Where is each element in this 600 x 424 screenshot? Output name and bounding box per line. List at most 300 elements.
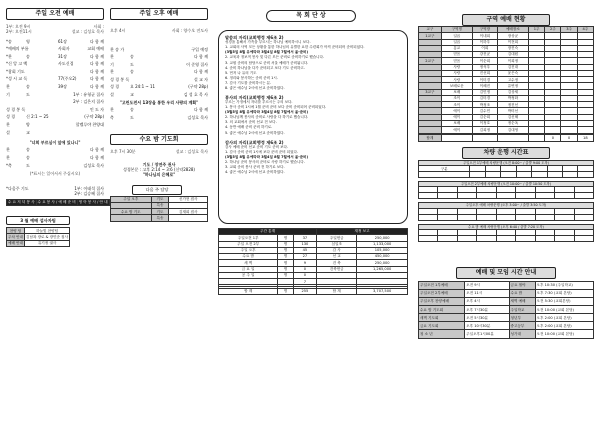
- stats-cell: 3,707,500: [357, 288, 408, 294]
- worship-cell: 오전 9시: [465, 282, 509, 290]
- stats-cell: 명: [278, 247, 293, 253]
- district-cell: 이희정: [497, 58, 528, 64]
- afternoon-item: 성 경: [110, 84, 119, 90]
- afternoon-item-2: 송: [130, 69, 134, 75]
- district-cell: 보배: [441, 120, 472, 126]
- morning-item: *축: [6, 162, 12, 168]
- afternoon-item: 성 경 봉 독: [110, 76, 130, 82]
- afternoon-person: 설 교 자: [193, 76, 208, 82]
- district-head-cell: 구역명: [441, 27, 472, 33]
- district-cell: [441, 135, 472, 141]
- morning-order: [6, 39, 104, 168]
- morning-person: 다 함 께: [89, 61, 104, 67]
- vehicle-table: [418, 208, 594, 221]
- district-cell: 이희: [472, 45, 497, 51]
- afternoon-title: 주일 오후 예배: [110, 8, 208, 20]
- stats-cell: 1,133,000: [357, 241, 408, 247]
- vehicle-cell: [477, 214, 496, 220]
- district-cell: 0: [561, 135, 577, 141]
- table-cell: 김재희 집사: [169, 209, 208, 215]
- morning-item: 기: [6, 91, 10, 97]
- afternoon-item: 찬: [110, 69, 114, 75]
- section-line: (3월5일 8월 유에따라 3월4일 8월 7월에서 올-준비): [225, 154, 309, 159]
- worship-cell: 청 소 년: [419, 330, 465, 338]
- morning-note: (*표시는 일어서서 주십시오): [29, 170, 81, 176]
- morning-row: [6, 163, 104, 168]
- stats-cell: 명: [278, 272, 293, 278]
- vehicle-cell: [419, 235, 438, 241]
- afternoon-row: [110, 115, 208, 120]
- worship-table: [418, 281, 594, 339]
- morning-value: [40, 147, 58, 152]
- district-head-cell: 2주: [545, 27, 561, 33]
- table-row: [7, 234, 70, 240]
- afternoon-row: [110, 77, 208, 82]
- morning-value: [40, 99, 58, 104]
- table-cell: 예배 안내: [8, 241, 24, 246]
- morning-item-2: 송: [26, 53, 30, 59]
- afternoon-value: [144, 54, 162, 59]
- morning-value: [40, 114, 58, 119]
- section-line: 7. 감사 기도를 준비하시는 분.: [225, 80, 272, 85]
- section-line: 1. 감사 준비 준비 1시에 보다 준비 준비 되었다.: [225, 149, 299, 154]
- vehicle-cell: [457, 235, 476, 241]
- vehicle-cell: [516, 214, 535, 220]
- district-cell: 에이: [441, 114, 472, 120]
- stats-row: [219, 288, 408, 294]
- afternoon-item-2: 도: [130, 61, 134, 67]
- vehicle-cell: [516, 235, 535, 241]
- vehicle-cell: [535, 235, 554, 241]
- stats-cell: 250,000: [357, 260, 408, 266]
- worship-cell: 주일학교: [509, 306, 535, 314]
- worship-cell: 수요 밤 기도회: [419, 306, 465, 314]
- morning-item: 설: [6, 129, 10, 135]
- morning-person: 2부 : 김은지 집사: [73, 99, 104, 105]
- worship-cell: 수요 밤: [509, 290, 535, 298]
- morning-row: [6, 107, 104, 112]
- district-cell: 믿음: [441, 58, 472, 64]
- table-cell: 유기정 권사: [25, 240, 70, 246]
- center-title: 목 회 단 상: [266, 10, 356, 22]
- morning-person: 교회 예배: [87, 46, 104, 52]
- worship-cell: 오후 10시30분: [465, 322, 509, 330]
- afternoon-person: 이 준영 집사: [186, 61, 208, 67]
- morning-row: *성 시 교 독 77(주오2) 다 함 께: [6, 76, 104, 82]
- worship-cell: 오전 5:30 (교회본당): [535, 298, 593, 306]
- vehicle-cell: [457, 214, 476, 220]
- district-cell: 이하우: [472, 39, 497, 45]
- vehicle-cell: [574, 235, 594, 241]
- district-cell: 일곱: [441, 33, 472, 39]
- section-line: 6. 정리와 봉사하는 준비 준비 1시.: [225, 75, 278, 80]
- stats-cell: 주일 오후: [219, 247, 278, 253]
- district-cell: 이내희: [472, 33, 497, 39]
- district-cell: 김수민: [472, 108, 497, 114]
- morning-item: *찬: [6, 53, 12, 59]
- morning-item: 찬: [6, 147, 10, 153]
- worship-cell: 오후 7시30분: [465, 306, 509, 314]
- stats-cell: 감 사: [317, 247, 357, 253]
- worship-cell: 오전 10:00 (교회 본당): [535, 330, 593, 338]
- table-cell: 수요 밤 기도: [111, 209, 152, 215]
- stats-cell: 새 벽: [219, 260, 278, 266]
- table-cell: 김남복 장로 & 장민준 집사: [26, 234, 69, 239]
- morning-item-2: 영: [26, 38, 30, 44]
- morning-item: 찬: [6, 155, 10, 160]
- district-cell: 정순옥: [497, 120, 528, 126]
- morning-item-2: 신 2:1 ~ 25: [26, 114, 49, 120]
- district-table: [418, 26, 594, 142]
- stats-cell: 십일조: [317, 241, 357, 247]
- afternoon-value: [144, 84, 162, 89]
- morning-value: [40, 92, 58, 97]
- section-line: 부르는 가정에서 자녀를 부르시는 주의 보다.: [225, 100, 293, 105]
- morning-row: [6, 69, 104, 74]
- stats-h2: 재정 보고: [317, 229, 408, 235]
- worship-cell: 금요 기도회: [419, 322, 465, 330]
- district-cell: 김미경: [472, 95, 497, 101]
- worship-title: 예배 및 모임 시간 안내: [456, 267, 556, 279]
- table-cell: 특송: [151, 215, 169, 221]
- worship-row: [419, 322, 594, 330]
- afternoon-person: 다 함 께: [193, 107, 208, 113]
- afternoon-person: (구약 28p): [188, 84, 208, 90]
- stats-cell: 명: [278, 260, 293, 266]
- afternoon-value: [144, 47, 162, 52]
- vehicle-cell: [555, 235, 574, 241]
- afternoon-person: 다 함 께: [193, 54, 208, 60]
- stats-cell: 1,265,000: [357, 266, 408, 272]
- afternoon-item: 찬: [110, 54, 114, 60]
- table-cell: 신가현 집사: [169, 196, 208, 202]
- morning-row: *송 영 61장 다 함 께: [6, 38, 104, 44]
- service-table: [6, 227, 70, 247]
- table-cell: 주일 오후: [111, 196, 152, 202]
- morning-row: [6, 122, 104, 127]
- morning-item: 찬: [6, 84, 10, 90]
- stats-cell: 명: [278, 288, 293, 294]
- district-cell: 에이: [441, 108, 472, 114]
- worship-cell: 오후 2:00 (교회 본당): [535, 314, 593, 322]
- district-cell: 정진선: [497, 102, 528, 108]
- stats-cell: 9: [293, 260, 316, 266]
- stats-h1: 주간 통계: [219, 229, 317, 235]
- district-cell: 2교구: [419, 58, 442, 64]
- morning-item: *참회 기도: [6, 68, 25, 74]
- morning-person: 다 함 께: [89, 53, 104, 59]
- stats-cell: 수요 밤: [219, 254, 278, 260]
- worship-cell: 청년부: [509, 314, 535, 322]
- worship-cell: 오후 4시: [465, 298, 509, 306]
- stats-cell: 주일오전 1부: [219, 235, 278, 241]
- district-cell: 박정화: [497, 95, 528, 101]
- district-cell: 이혜진: [472, 83, 497, 89]
- district-cell: 진선희: [472, 70, 497, 76]
- stats-cell: 7: [293, 279, 316, 285]
- district-cell: 윤은숙: [497, 70, 528, 76]
- afternoon-item: 축: [110, 114, 114, 120]
- section-title: 감사의 자리(교회행정 제6조 2): [225, 139, 284, 145]
- vehicle-cell: [555, 193, 574, 199]
- vehicle-cell: [438, 214, 457, 220]
- worship-row: [419, 282, 594, 290]
- morning-item-2: [26, 107, 40, 112]
- section-line: 5. 좋은 예수님 2시에 선교 준비하였다.: [225, 130, 285, 135]
- afternoon-row: [110, 69, 208, 74]
- district-cell: 유연정: [497, 83, 528, 89]
- table-cell: 하늘빛 찬양팀: [25, 228, 70, 234]
- afternoon-item-2: 송: [130, 107, 134, 113]
- morning-next-2: 2부: 김승혜 집사: [74, 190, 104, 196]
- morning-item-2: [26, 69, 40, 74]
- section-title: 말씀의 자리(교회행정 제6조 2): [225, 35, 284, 40]
- panel-right: [414, 0, 596, 424]
- afternoon-item-2: 요 24:1 ~ 11: [130, 84, 156, 90]
- morning-row: [6, 155, 104, 160]
- district-cell: 사랑: [441, 70, 472, 76]
- stats-cell: 합 계: [317, 288, 357, 294]
- morning-item-2: 교: [26, 129, 30, 135]
- weekly-stats: [218, 228, 408, 295]
- vehicle-cell: [470, 172, 485, 178]
- afternoon-row: [110, 62, 208, 67]
- afternoon-value: [144, 115, 162, 120]
- morning-row: 찬 송 39장 다 함 께: [6, 84, 104, 90]
- afternoon-person: 다 함 께: [193, 69, 208, 75]
- section-line: 4. 좋은 예수님 2시에 선교 준비하였다.: [225, 170, 285, 175]
- morning-item-2: 양: [26, 122, 30, 128]
- worship-row: [419, 290, 594, 298]
- worship-cell: 성가대: [509, 330, 535, 338]
- morning-row: [6, 147, 104, 152]
- afternoon-row: [110, 100, 208, 105]
- service-title: 3 월 예배 섬사자팀: [6, 216, 70, 225]
- vehicle-cell: [555, 214, 574, 220]
- stats-cell: 0: [293, 266, 316, 272]
- stats-cell: 37: [293, 235, 316, 241]
- vehicle-row: [419, 214, 594, 220]
- district-cell: 조이: [441, 102, 472, 108]
- vehicle-cell: [477, 193, 496, 199]
- district-head-cell: 구역장: [472, 27, 497, 33]
- morning-value: [40, 130, 58, 135]
- vehicle-cell: [496, 235, 515, 241]
- district-cell: 이전희: [497, 39, 528, 45]
- district-cell: 정석우: [472, 64, 497, 70]
- vehicle-cell: 구분: [419, 166, 470, 172]
- morning-person: (구약 28p): [84, 114, 104, 120]
- morning-meta-3: 사회 :: [93, 23, 104, 29]
- wednesday-meta-1: 오후 7시 30분: [110, 149, 136, 155]
- district-cell: 믿음: [441, 52, 472, 58]
- district-head-cell: 3주: [561, 27, 577, 33]
- morning-value: [40, 76, 58, 81]
- morning-item: 찬: [6, 122, 10, 128]
- morning-item: *성 시 교 독: [6, 76, 28, 82]
- section-line: 4. 준비 하나님을 다가 준비되고 보다 기도 준비하고.: [225, 65, 305, 70]
- afternoon-item: 찬: [110, 107, 114, 113]
- afternoon-quote: "고린도전서 13장을 통한 우리 사랑의 계획": [119, 99, 199, 105]
- vehicle-cell: [547, 172, 562, 178]
- section-line: (3월5일 8월 유에따라 3월4일 8월 7월에서 올-준비): [225, 50, 309, 55]
- stats-cell: 건축헌금: [317, 266, 357, 272]
- table-cell: 기도: [151, 209, 169, 215]
- table-row: [111, 215, 208, 221]
- vehicle-cell: [574, 214, 594, 220]
- morning-person: 다 함 께: [89, 147, 104, 153]
- morning-row: [6, 140, 104, 145]
- district-cell: 김신혜: [497, 114, 528, 120]
- worship-cell: 금요 철야: [509, 282, 535, 290]
- stats-cell: 명: [278, 266, 293, 272]
- morning-person: 다 함 께: [89, 38, 104, 44]
- table-row: [111, 209, 208, 215]
- morning-person: 다 함 께: [89, 68, 104, 74]
- table-cell: 주차 안내: [8, 234, 24, 239]
- vehicle-row: [419, 235, 594, 241]
- vehicle-table: [418, 165, 594, 178]
- section-line: 3. 교원 준비의 담당으로 준비 서울 예배가 준비됩니다.: [225, 60, 309, 65]
- morning-item-2: 송: [26, 147, 30, 153]
- next-week-title: 다음 주 담당: [132, 185, 182, 194]
- morning-row: *신 앙 고 백 사도신경 다 함 께: [6, 61, 104, 67]
- worship-cell: 오후 7:30 (교회 본당): [535, 290, 593, 298]
- morning-item: [6, 99, 26, 104]
- district-cell: 1교구: [419, 33, 442, 39]
- wednesday-sermon: "하나님의 은혜로": [142, 172, 176, 178]
- vehicle-cell: [563, 172, 578, 178]
- morning-row: [6, 92, 104, 97]
- stats-cell: 합 계: [219, 288, 278, 294]
- section-line: 2. 하나님 준비 봉사의 준비로 사랑 하기로 했습니다.: [225, 160, 305, 164]
- stats-cell: 250,000: [357, 235, 408, 241]
- afternoon-value: [144, 107, 162, 112]
- district-cell: 김진대: [497, 64, 528, 70]
- stats-cell: 0: [293, 272, 316, 278]
- vehicle-row: [419, 193, 594, 199]
- vol-h2: 수 요 봉 사 / 예 배 준 비: [37, 199, 76, 204]
- vehicle-cell: [535, 193, 554, 199]
- panel-center: [214, 0, 412, 424]
- stats-cell: 명: [278, 254, 293, 260]
- district-cell: [497, 135, 528, 141]
- afternoon-value: [144, 77, 162, 82]
- district-cell: 흥교: [441, 45, 472, 51]
- district-cell: 김상세: [497, 89, 528, 95]
- afternoon-value: [144, 69, 162, 74]
- morning-item-2: 송: [26, 84, 30, 90]
- morning-item-2: 송: [26, 155, 30, 160]
- district-row: [419, 135, 594, 141]
- district-cell: 보배: [441, 89, 472, 95]
- wednesday-meta-3: 설교 : 김성호 목사: [175, 149, 208, 155]
- vehicle-cell: [438, 193, 457, 199]
- district-cell: 김대원: [497, 52, 528, 58]
- vehicle-cell: [419, 193, 438, 199]
- vol-h3: 영 아 봉 사 / 안 내: [78, 199, 108, 204]
- vehicle-cell: [438, 235, 457, 241]
- section-line: 3. 교회 준비 봉사 준비 전 하기로 보다.: [225, 165, 285, 170]
- table-cell: [111, 215, 152, 221]
- section-line: 1. 봉사 준비 1시에 1월 준비 준비 보다 준비 준비되어 준비되었다.: [225, 105, 327, 110]
- district-cell: [529, 135, 545, 141]
- district-cell: 0: [545, 135, 561, 141]
- worship-row: [419, 306, 594, 314]
- stats-cell: 45: [293, 247, 316, 253]
- table-cell: 찬양 팀: [7, 228, 25, 234]
- afternoon-item: 찬 송 가: [110, 46, 125, 52]
- vehicle-cell: [516, 172, 531, 178]
- district-section: [418, 26, 594, 142]
- district-cell: 장상균: [497, 33, 528, 39]
- morning-item: *예배의 부름: [6, 46, 29, 52]
- morning-person: 할렐루야 찬양대: [75, 122, 104, 128]
- afternoon-item-2: 교: [130, 92, 134, 98]
- district-head-cell: 교구: [419, 27, 442, 33]
- morning-person: 인 도 자: [89, 106, 104, 112]
- morning-value: [40, 69, 58, 74]
- stats-cell: 주일 오전 2부: [219, 241, 278, 247]
- afternoon-value: [144, 92, 162, 97]
- afternoon-person: 구입 예정: [191, 46, 208, 52]
- table-row: [111, 196, 208, 202]
- morning-value: [40, 107, 58, 112]
- worship-cell: 주일오전 1부예배: [419, 282, 465, 290]
- morning-item-2: 도: [26, 162, 30, 168]
- district-cell: 박정조: [472, 102, 497, 108]
- worship-cell: 오후 10:30 (주일학교): [535, 282, 593, 290]
- stats-cell: 건 축: [317, 260, 357, 266]
- afternoon-item-2: [130, 77, 144, 82]
- vehicle-route-label: 수요 밤 예배 차량운행 (오후 6:40 / 출발 7:20 도착): [418, 224, 594, 229]
- morning-row: *예배의 부름 사회자 교회 예배: [6, 46, 104, 52]
- morning-person: 다 함 께: [89, 155, 104, 160]
- afternoon-person: 김 성 호 목 사: [183, 92, 208, 98]
- morning-row: [6, 130, 104, 135]
- section-line: 4. 동반 예배 준비 준비 하기로.: [225, 125, 273, 130]
- vehicle-table: [418, 186, 594, 199]
- worship-row: [419, 298, 594, 306]
- section-line: (3월5일 8월 유에따라 3월4일 8월 7월에서 올-준비): [225, 110, 309, 115]
- stats-cell: 공 주 일: [219, 272, 278, 278]
- district-cell: 보배로운: [441, 83, 472, 89]
- district-cell: 강진균: [472, 52, 497, 58]
- afternoon-value: [144, 62, 162, 67]
- afternoon-item-2: 도: [130, 114, 134, 120]
- section-line: 성경을 통해서 가족을 부르시는 하나님 예비하시니 보다.: [225, 40, 311, 45]
- morning-item: *신 앙 고 백: [6, 61, 28, 67]
- morning-meta-4: 설교 : 김성호 목사: [71, 28, 104, 34]
- morning-next-label: *다음주 기도: [6, 185, 29, 191]
- district-cell: 합계: [419, 135, 442, 141]
- stats-cell: 명: [278, 241, 293, 247]
- worship-cell: 새벽 예배: [509, 298, 535, 306]
- afternoon-order: [110, 47, 208, 120]
- district-title: 구역 예배 현황: [462, 14, 550, 26]
- district-cell: 사랑: [441, 77, 472, 83]
- section-line: 8. 좋은 예수님 2시에 선교 준비하였다.: [225, 85, 285, 90]
- morning-person: 다 함 께: [89, 76, 104, 82]
- vehicle-cell: [535, 214, 554, 220]
- stats-cell: 130: [293, 241, 316, 247]
- worship-cell: 새벽 기도회: [419, 314, 465, 322]
- vehicle-route-label: 주일오전 2부예배 차량운행 (오전 10:00~ / 출발 10:50 도착): [418, 181, 594, 186]
- morning-value: [40, 54, 58, 59]
- worship-cell: 중고등부: [509, 322, 535, 330]
- morning-value: [40, 155, 58, 160]
- morning-row: [6, 114, 104, 119]
